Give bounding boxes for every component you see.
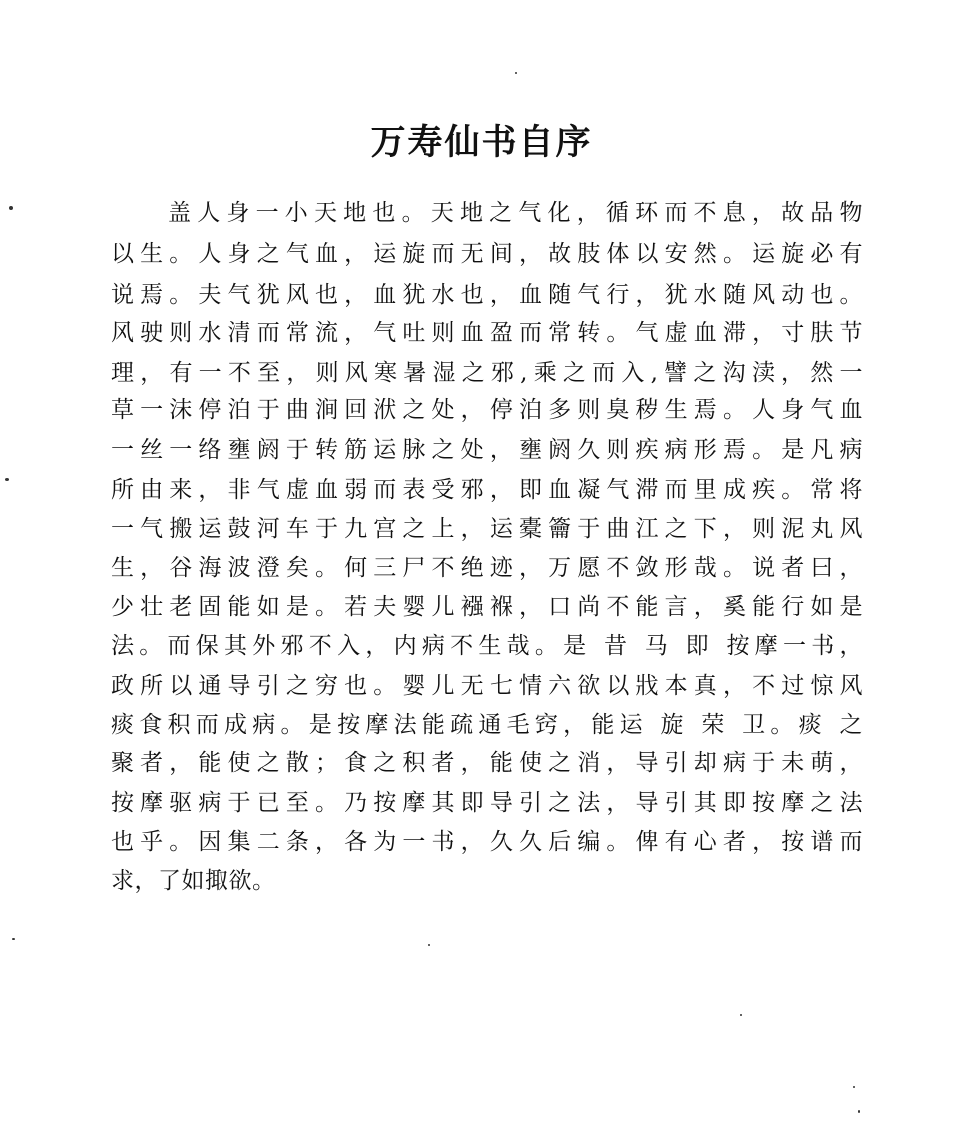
scan-speck — [858, 1110, 860, 1113]
text-line: 所由来，非气虚血弱而表受邪，即血凝气滞而里成疾。常将 — [111, 477, 863, 503]
text-line: 说焉。夫气犹风也，血犹水也，血随气行，犹水随风动也。 — [111, 282, 863, 308]
scan-speck — [12, 938, 15, 940]
text-line: 一丝一络壅阏于转筋运脉之处，壅阏久则疾病形焉。是凡病 — [111, 437, 863, 463]
text-line: 聚者，能使之散；食之积者，能使之消，导引却病于未萌， — [111, 750, 863, 776]
text-line: 生，谷海波澄矣。何三尸不绝迹，万愿不敛形哉。说者曰， — [111, 555, 863, 581]
scan-speck — [740, 1014, 742, 1016]
scan-speck — [853, 1086, 855, 1088]
scan-speck — [515, 72, 517, 74]
text-line: 求，了如掫欲。 — [111, 868, 276, 894]
text-line: 一气搬运鼓河车于九宫之上，运橐籥于曲江之下，则泥丸风 — [111, 516, 863, 542]
text-line: 法。而保其外邪不入，内病不生哉。是 昔 马 即 按摩一书， — [111, 633, 863, 659]
text-line: 按摩驱病于已至。乃按摩其即导引之法，导引其即按摩之法 — [111, 790, 863, 816]
text-line: 以生。人身之气血，运旋而无间，故肢体以安然。运旋必有 — [111, 241, 863, 267]
text-line: 草一沫停泊于曲涧回洑之处，停泊多则臭秽生焉。人身气血 — [111, 397, 863, 423]
scan-speck — [9, 206, 13, 210]
scan-speck — [5, 478, 9, 481]
scan-speck — [428, 944, 430, 946]
text-line: 痰食积而成病。是按摩法能疏通毛窍，能运 旋 荣 卫。痰 之 — [111, 712, 863, 738]
text-line: 也乎。因集二条，各为一书，久久后编。俾有心者，按谱而 — [111, 829, 863, 855]
text-line: 政所以通导引之穷也。婴儿无七情六欲以戕本真，不过惊风 — [111, 673, 863, 699]
text-line: 盖人身一小天地也。天地之气化，循环而不息，故品物 — [168, 200, 863, 226]
text-line: 理，有一不至，则风寒暑湿之邪,乘之而入,譬之沟渎，然一 — [111, 360, 863, 386]
text-line: 风驶则水清而常流，气吐则血盈而常转。气虚血滞，寸肤节 — [111, 320, 863, 346]
text-line: 少壮老固能如是。若夫婴儿襁褓，口尚不能言，奚能行如是 — [111, 594, 863, 620]
page-title: 万寿仙书自序 — [370, 123, 593, 163]
